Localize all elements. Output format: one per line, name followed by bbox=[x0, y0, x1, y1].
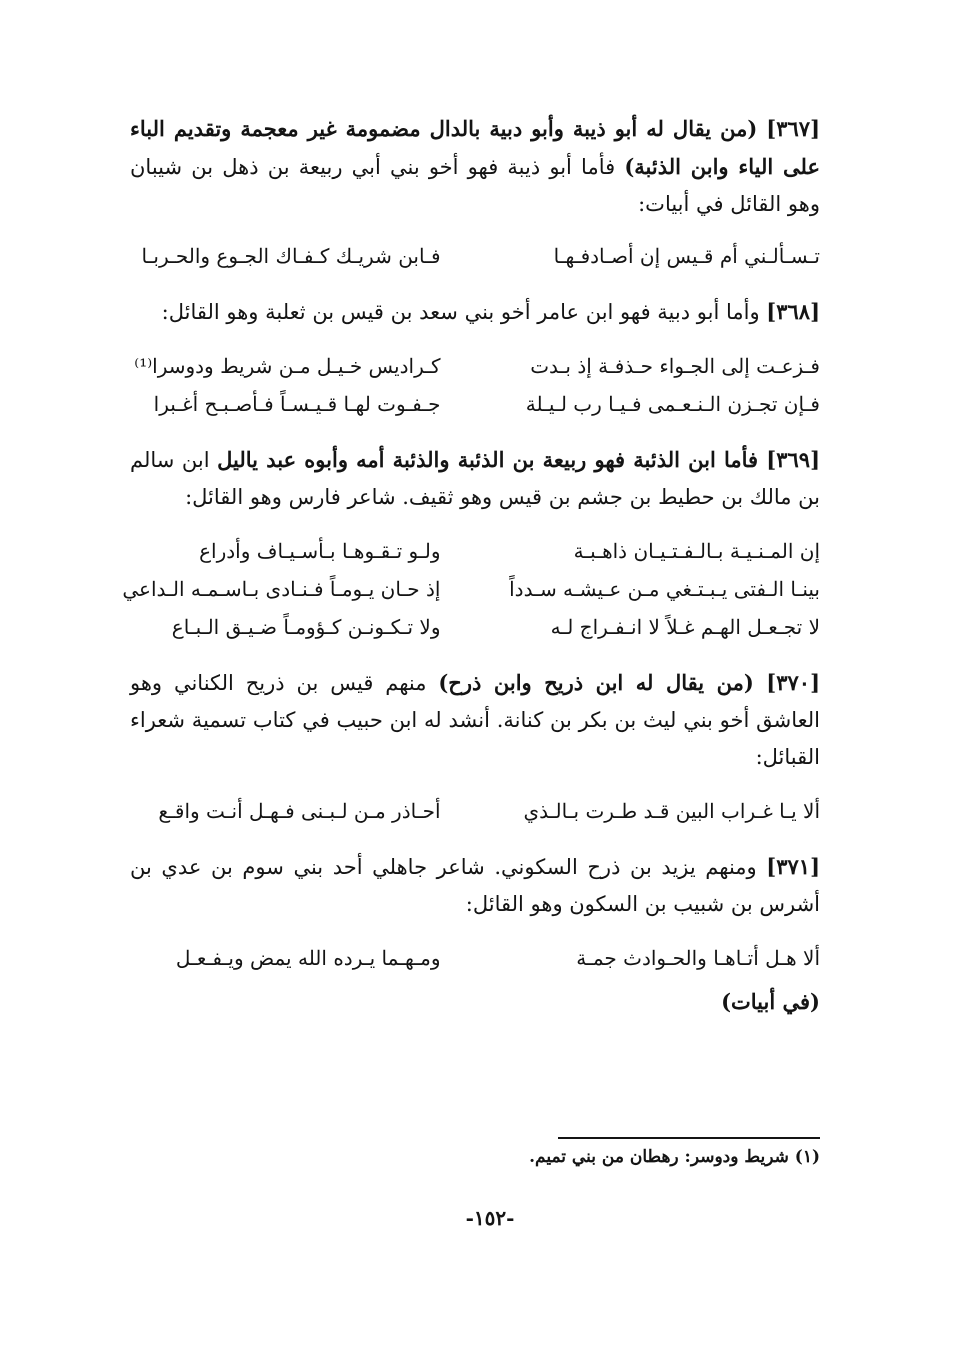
verse-line bbox=[130, 385, 820, 423]
poem-370 bbox=[130, 792, 820, 830]
footnote-divider bbox=[558, 1137, 820, 1139]
footnote: (١) شريط ودوسر: رهطان من بني تميم. bbox=[529, 1147, 820, 1167]
entry-heading: [٣٧١] bbox=[766, 854, 820, 879]
poem-367 bbox=[130, 237, 820, 275]
poem-368 bbox=[130, 347, 820, 423]
entry-369 bbox=[130, 441, 820, 516]
poem-369 bbox=[122, 532, 820, 646]
page-body bbox=[122, 110, 820, 1014]
verse-second-hemistich: ومـهـما يـرده الله يمض ويـفـعـل bbox=[175, 946, 441, 970]
entry-text: وأما أبو دبية فهو ابن عامر أخو بني سعد بن قيس بن ثعلبة وهو القائل: bbox=[161, 300, 767, 324]
verse-line bbox=[130, 347, 820, 385]
verse-first-hemistich: إن المـنـيـة بـالـفـتـيـان ذاهـبـة bbox=[573, 539, 820, 563]
verse-second-hemistich: ولـو تـقـوهـا بـأسـيـاف وأدراع bbox=[199, 539, 441, 563]
entry-370 bbox=[130, 664, 820, 776]
verse-line bbox=[130, 939, 820, 977]
verse-line bbox=[130, 532, 820, 570]
verse-first-hemistich: تـسـألـني أم قـيس إن أصـادفـهـا bbox=[553, 244, 820, 268]
page-number: -١٥٢- bbox=[465, 1206, 515, 1230]
verse-first-hemistich: ألا هـل أتـاهـا والحـوادث جمـة bbox=[576, 946, 820, 970]
verse-line bbox=[130, 237, 820, 275]
entry-heading: [٣٧٠] (من يقال له ابن ذريح وابن ذرح) bbox=[438, 670, 820, 695]
verse-second-hemistich: أحـاذر مـن لـبـنى فـهـل أنـت واقـع bbox=[158, 799, 441, 823]
verse-second-hemistich: إذ حـان يـومـاً فـنـادى بـاسـمـه الـداعي bbox=[122, 577, 441, 601]
verse-second-hemistich: ولا تـكـونـن كـؤومـاً ضـيـق الـبـاع bbox=[171, 615, 441, 639]
verse-line bbox=[122, 570, 820, 608]
poem-371 bbox=[130, 939, 820, 977]
entry-heading: [٣٦٧] (من يقال له أبو ذيبة وأبو دبية بالدال مضمومة غير معجمة وتقديم الباء على الياء وابن الذئبة) bbox=[130, 116, 820, 179]
verse-first-hemistich: ألا يـا غـراب البين قـد طـرت بـالـذي bbox=[523, 799, 820, 823]
entry-368 bbox=[130, 293, 820, 331]
entry-text: ابن سالم بن مالك بن حطيط بن جشم بن قيس وهو ثقيف. شاعر فارس وهو القائل: bbox=[130, 448, 820, 509]
verse-line bbox=[130, 608, 820, 646]
verse-first-hemistich: بينـا الـفتى يـبـتـغي مـن عـيشـه سـدداً bbox=[509, 577, 820, 601]
verse-second-hemistich: كـراديس خـيـل مـن شريط ودوسرا⁽¹⁾ bbox=[134, 354, 441, 378]
verse-first-hemistich: فـإن تجـزن الـنـعـمى فـيـا رب لـيـلة bbox=[525, 392, 820, 416]
verse-first-hemistich: لا تجـعـل الهـم غـلاً لا انـفـراج لـه bbox=[550, 615, 820, 639]
entry-367 bbox=[130, 110, 820, 223]
verse-first-hemistich: فـزعـت إلى الجـواء حـذفـة إذ بـدت bbox=[530, 354, 820, 378]
entry-heading: [٣٦٨] bbox=[766, 299, 820, 324]
verse-second-hemistich: جـفـوت لهـا قـيـسـاً فـأصـبـح أغـبرا bbox=[153, 392, 441, 416]
verse-line bbox=[130, 792, 820, 830]
entry-heading: [٣٦٩] فأما ابن الذئبة فهو ربيعة بن الذئبة والذئبة أمه وأبوه عبد ياليل bbox=[217, 447, 820, 472]
entry-text: فأما أبو ذيبة فهو أخو بني أبي ربيعة بن ذهل بن شيبان وهو القائل في أبيات: bbox=[130, 155, 820, 216]
verse-second-hemistich: فـابن شريـك كـفـاك الجـوع والحـربـا bbox=[141, 244, 441, 268]
closing-note: (في أبيات) bbox=[721, 989, 820, 1014]
entry-text: منهم قيس بن ذريح الكناني وهو العاشق أخو بني ليث بن بكر بن كنانة. أنشد له ابن حبيب في كتاب تسمية شعراء القبائل: bbox=[130, 671, 820, 769]
entry-371 bbox=[130, 848, 820, 923]
entry-text: ومنهم يزيد بن ذرح السكوني. شاعر جاهلي أحد بني سوم بن عدي بن أشرس بن شبيب بن السكون وهو القائل: bbox=[130, 855, 820, 916]
